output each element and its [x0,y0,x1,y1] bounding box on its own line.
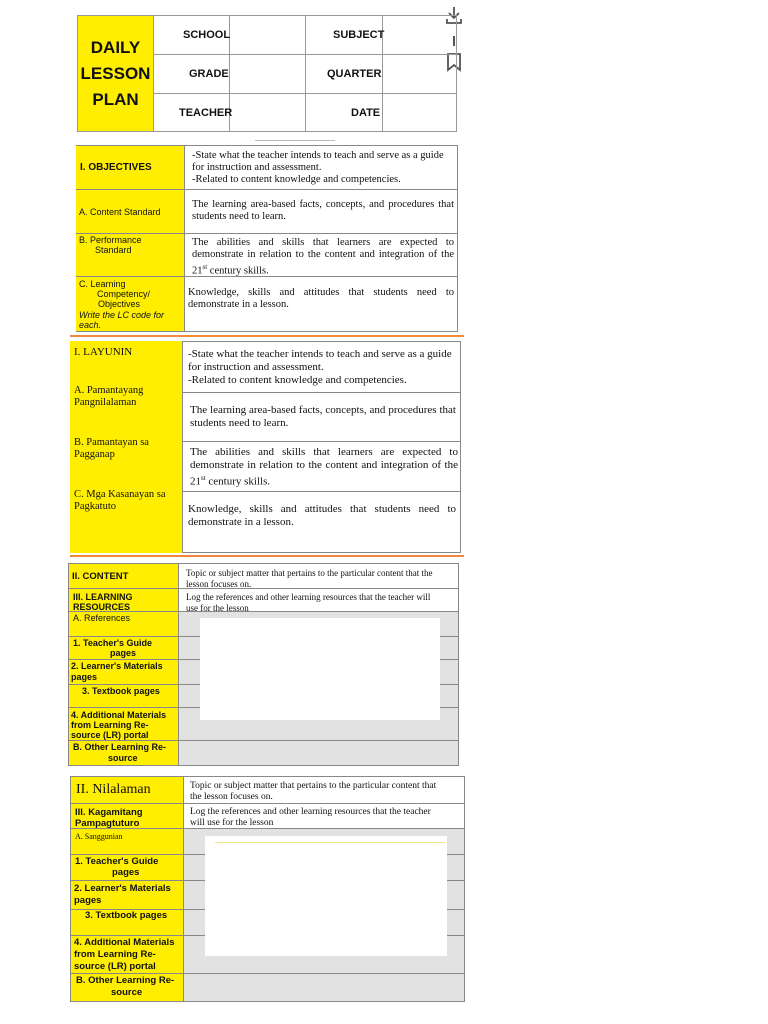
kagamitang-label-1: III. Kagamitang [75,807,143,818]
other-learning-label-2: source [111,987,143,998]
title-line: DAILY [90,37,141,57]
pamantayan-sa-pagganap-desc [190,446,458,489]
teachers-guide-label: 1. Teacher's Guide [75,856,159,867]
performance-standard-label-2: Standard [95,245,132,255]
learners-materials-label: 2. Learner's Materials [71,661,163,671]
content-standard-desc: The learning area-based facts, concepts, and procedures that students need to learn. [192,199,454,222]
other-learning-label: B. Other Learning Re- [76,975,175,986]
additional-materials-label-3: source (LR) portal [71,730,149,740]
title-line: PLAN [92,89,139,109]
header-table [77,15,457,132]
layunin-desc-1: -State what the teacher intends to teach and serve as a guide for instruction and assessment. [188,348,452,373]
lr-desc: Log the references and other learning resources that the teacher will use for the lesson [186,592,431,613]
dlp-title [78,16,154,131]
teachers-guide-label: 1. Teacher's Guide [73,638,153,648]
kasanayan-label: C. Mga Kasanayan sa Pagkatuto [74,489,166,512]
section-separator [70,335,464,337]
objectives-title: I. OBJECTIVES [80,162,152,173]
date-label: DATE [351,107,381,119]
content-standard-label: A. Content Standard [79,207,161,217]
performance-desc-sup: st [202,263,208,271]
section-separator [70,555,464,557]
teachers-guide-label-2: pages [110,648,137,658]
learning-competency-label-3: Objectives [98,299,141,309]
pagganap-desc-text: The abilities and skills that learners are expected to demonstrate in relation to the content and integration of the 21 [190,446,458,488]
additional-materials-label-2: from Learning Re- [71,720,149,730]
performance-desc-text: The abilities and skills that learners are expected to demonstrate in relation to the content and integration of the 21 [192,237,454,277]
layunin-desc-2: -Related to content knowledge and competencies. [188,374,407,386]
objectives-desc-2: -Related to content knowledge and competencies. [192,174,401,185]
lr-label-1: III. LEARNING [73,592,133,602]
learners-materials-label-2: pages [71,672,98,682]
kasanayan-desc: Knowledge, skills and attitudes that students need to demonstrate in a lesson. [188,503,456,528]
content-label: II. CONTENT [72,571,129,582]
objectives-desc-1: -State what the teacher intends to teach and serve as a guide for instruction and assessment. [192,150,444,173]
school-label: SCHOOL [183,29,231,41]
lr-label-3: A. References [73,613,131,623]
grade-label: GRADE [189,68,229,80]
teacher-label: TEACHER [179,107,233,119]
pamantayan-sa-pagganap-label: B. Pamantayan sa Pagganap [74,437,149,460]
additional-materials-label-3: source (LR) portal [74,961,156,972]
separator-line [255,140,335,141]
performance-desc-end: century skills. [207,265,269,277]
learning-competency-label-1: C. Learning [79,279,126,289]
pamantayang-desc: The learning area-based facts, concepts, and procedures that students need to learn. [190,404,456,429]
learners-materials-label: 2. Learner's Materials [74,883,171,894]
pagganap-desc-sup: st [201,474,206,482]
nilalaman-label: II. Nilalaman [76,782,151,797]
textbook-pages-label: 3. Textbook pages [82,686,160,696]
teachers-guide-label-2: pages [112,867,140,878]
learning-competency-label-2: Competency/ [97,289,151,299]
content-desc: Topic or subject matter that pertains to the particular content that the lesson focuses on. [186,568,433,589]
title-line: LESSON [80,63,151,83]
additional-materials-label: 4. Additional Materials [71,710,167,720]
nilalaman-desc: Topic or subject matter that pertains to the particular content that the lesson focuses on. [190,781,437,802]
learners-materials-label-2: pages [74,895,102,906]
other-learning-label-2: source [108,753,138,763]
performance-standard-label-1: B. Performance [79,235,142,245]
other-learning-label: B. Other Learning Re- [73,742,167,752]
learning-competency-label-4: Write the LC code for each. [79,310,165,330]
kagamitang-label-2: Pampagtuturo [75,818,140,829]
kagamitang-desc: Log the references and other learning resources that the teacher will use for the lesson [190,807,431,828]
subject-label: SUBJECT [333,29,385,41]
quarter-label: QUARTER [327,68,382,80]
sanggunian-label: A. Sanggunian [75,832,123,841]
pagganap-desc-end: century skills. [205,475,271,488]
textbook-pages-label: 3. Textbook pages [85,910,168,921]
additional-materials-label-2: from Learning Re- [74,949,156,960]
layunin-title: I. LAYUNIN [74,346,133,358]
learning-competency-desc: Knowledge, skills and attitudes that students need to demonstrate in a lesson. [188,287,454,310]
lr-label-2: RESOURCES [73,602,131,612]
pamantayang-label: A. Pamantayang Pangnilalaman [74,385,144,408]
additional-materials-label: 4. Additional Materials [74,937,175,948]
performance-standard-desc [192,237,454,278]
